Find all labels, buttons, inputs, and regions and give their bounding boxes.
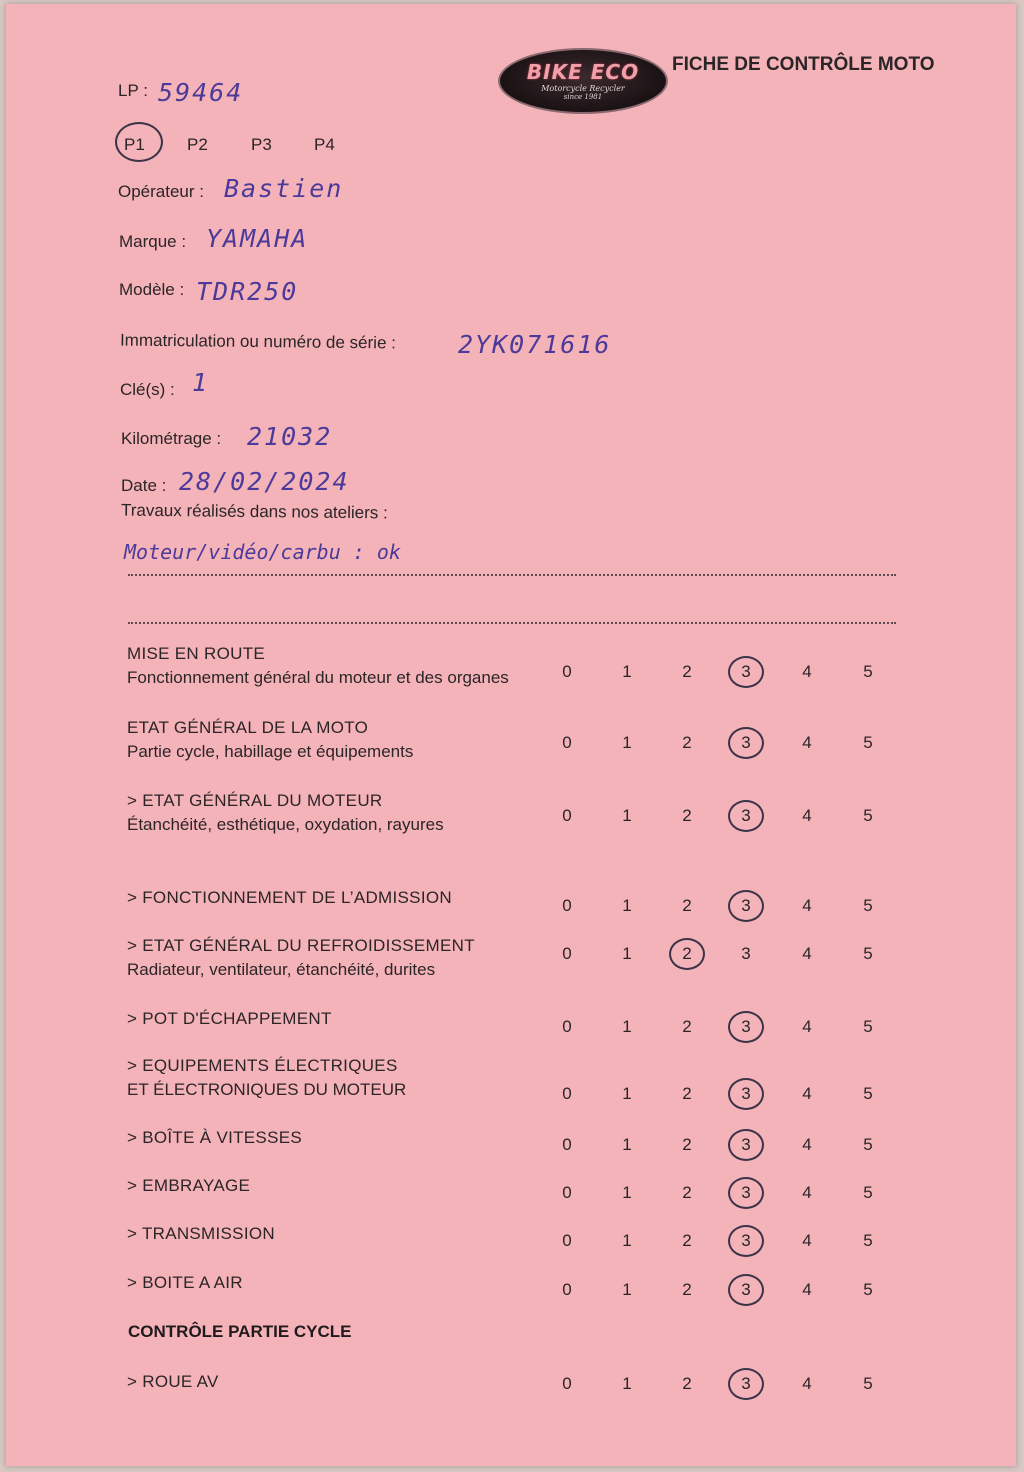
works-line-1 — [128, 574, 896, 576]
logo-since: since 1981 — [563, 93, 603, 101]
score-option: 2 — [682, 1135, 692, 1154]
bike-eco-logo — [498, 48, 668, 114]
operator-label: Opérateur : — [118, 182, 204, 201]
check-title: > TRANSMISSION — [127, 1224, 275, 1243]
score-option: 1 — [622, 1183, 632, 1202]
score-option: 4 — [802, 806, 812, 825]
score-selected-circle — [728, 1177, 764, 1209]
score-option: 4 — [802, 1084, 812, 1103]
score-selected-circle — [728, 727, 764, 759]
score-option: 5 — [863, 1084, 873, 1103]
score-option: 1 — [622, 944, 632, 963]
score-option: 1 — [622, 1374, 632, 1393]
score-option: 2 — [682, 806, 692, 825]
score-option: 0 — [562, 806, 572, 825]
score-selected-circle — [728, 1011, 764, 1043]
brand-label: Marque : — [119, 232, 187, 251]
score-option: 5 — [863, 1183, 873, 1202]
score-option: 3 — [741, 1374, 751, 1393]
section-heading-cycle: CONTRÔLE PARTIE CYCLE — [128, 1322, 352, 1341]
score-option: 2 — [682, 1231, 692, 1250]
score-selected-circle — [728, 1225, 764, 1257]
score-option: 1 — [622, 1231, 632, 1250]
score-option: 3 — [741, 1017, 751, 1036]
lp-label: LP : — [118, 81, 148, 100]
keys-value: 1 — [192, 368, 210, 397]
score-selected-circle — [728, 1368, 764, 1400]
score-selected-circle — [728, 1274, 764, 1306]
score-option: 0 — [562, 944, 572, 963]
check-title: > BOÎTE À VITESSES — [127, 1128, 302, 1147]
works-label: Travaux réalisés dans nos ateliers : — [120, 500, 388, 523]
check-subtitle: Étanchéité, esthétique, oxydation, rayures — [127, 815, 444, 834]
check-title: > ETAT GÉNÉRAL DU MOTEUR — [127, 791, 383, 810]
check-subtitle: Partie cycle, habillage et équipements — [127, 742, 414, 761]
score-option: 1 — [622, 806, 632, 825]
score-selected-circle — [728, 890, 764, 922]
operator-value: Bastien — [224, 174, 344, 203]
score-option: 2 — [682, 944, 692, 963]
score-option: 4 — [802, 1135, 812, 1154]
position-option-p1: P1 — [124, 135, 145, 154]
score-option: 2 — [682, 662, 692, 681]
score-selected-circle — [728, 656, 764, 688]
score-option: 2 — [682, 1374, 692, 1393]
check-title: > EMBRAYAGE — [127, 1176, 251, 1195]
check-subtitle: ET ÉLECTRONIQUES DU MOTEUR — [127, 1080, 407, 1099]
check-subtitle: Radiateur, ventilateur, étanchéité, durites — [127, 960, 436, 979]
inspection-sheet — [6, 4, 1016, 1466]
score-option: 0 — [562, 733, 572, 752]
position-option-p4: P4 — [314, 135, 335, 154]
score-option: 3 — [741, 1231, 751, 1250]
check-title: > EQUIPEMENTS ÉLECTRIQUES — [127, 1056, 398, 1075]
works-value: Moteur/vidéo/carbu : ok — [124, 540, 401, 564]
score-option: 0 — [562, 1135, 572, 1154]
score-option: 5 — [863, 896, 873, 915]
score-option: 5 — [863, 944, 873, 963]
mileage-value: 21032 — [247, 422, 333, 451]
score-option: 2 — [682, 733, 692, 752]
date-value: 28/02/2024 — [179, 467, 350, 496]
score-option: 5 — [863, 1231, 873, 1250]
score-option: 2 — [682, 1183, 692, 1202]
score-option: 0 — [562, 1017, 572, 1036]
check-title: MISE EN ROUTE — [127, 644, 266, 663]
score-option: 5 — [863, 1280, 873, 1299]
check-subtitle: Fonctionnement général du moteur et des organes — [127, 668, 509, 687]
score-option: 2 — [682, 1017, 692, 1036]
lp-value: 59464 — [158, 78, 244, 107]
check-title: > FONCTIONNEMENT DE L’ADMISSION — [127, 888, 452, 907]
model-label: Modèle : — [119, 280, 185, 299]
score-option: 2 — [682, 1084, 692, 1103]
check-title: > BOITE A AIR — [127, 1273, 243, 1292]
check-title: > ETAT GÉNÉRAL DU REFROIDISSEMENT — [127, 936, 475, 955]
score-selected-circle — [728, 800, 764, 832]
score-option: 5 — [863, 1374, 873, 1393]
registration-value: 2YK071616 — [458, 330, 612, 359]
score-option: 0 — [562, 1374, 572, 1393]
date-label: Date : — [121, 476, 167, 495]
score-option: 4 — [802, 1280, 812, 1299]
score-option: 4 — [802, 1183, 812, 1202]
check-title: ETAT GÉNÉRAL DE LA MOTO — [127, 718, 369, 737]
score-option: 1 — [622, 896, 632, 915]
score-option: 3 — [741, 896, 751, 915]
mileage-label: Kilométrage : — [121, 429, 222, 448]
score-option: 1 — [622, 1135, 632, 1154]
score-option: 4 — [802, 1374, 812, 1393]
score-option: 0 — [562, 1183, 572, 1202]
score-option: 4 — [802, 896, 812, 915]
score-option: 3 — [741, 944, 751, 963]
keys-label: Clé(s) : — [120, 380, 175, 399]
score-option: 4 — [802, 1231, 812, 1250]
score-option: 5 — [863, 806, 873, 825]
position-option-p3: P3 — [251, 135, 272, 154]
document-title: FICHE DE CONTRÔLE MOTO — [672, 54, 935, 75]
score-option: 3 — [741, 1084, 751, 1103]
score-option: 0 — [562, 662, 572, 681]
score-option: 0 — [562, 1231, 572, 1250]
model-value: TDR250 — [196, 277, 299, 306]
score-option: 5 — [863, 1135, 873, 1154]
score-option: 1 — [622, 1280, 632, 1299]
score-option: 0 — [562, 896, 572, 915]
score-option: 4 — [802, 1017, 812, 1036]
score-option: 1 — [622, 1017, 632, 1036]
score-option: 3 — [741, 662, 751, 681]
brand-value: YAMAHA — [206, 224, 309, 253]
position-option-p2: P2 — [187, 135, 208, 154]
score-option: 2 — [682, 896, 692, 915]
score-option: 4 — [802, 733, 812, 752]
score-option: 3 — [741, 1183, 751, 1202]
score-option: 4 — [802, 944, 812, 963]
score-option: 5 — [863, 662, 873, 681]
score-option: 3 — [741, 733, 751, 752]
check-title: > ROUE AV — [127, 1372, 219, 1391]
score-option: 3 — [741, 1135, 751, 1154]
score-option: 4 — [802, 662, 812, 681]
score-option: 3 — [741, 1280, 751, 1299]
score-option: 1 — [622, 733, 632, 752]
logo-tagline: Motorcycle Recycler — [541, 84, 625, 93]
score-option: 5 — [863, 733, 873, 752]
registration-label: Immatriculation ou numéro de série : — [119, 330, 397, 353]
score-option: 1 — [622, 662, 632, 681]
score-option: 5 — [863, 1017, 873, 1036]
score-selected-circle — [728, 1129, 764, 1161]
score-option: 0 — [562, 1280, 572, 1299]
score-option: 0 — [562, 1084, 572, 1103]
works-line-2 — [128, 622, 896, 624]
score-selected-circle — [669, 938, 705, 970]
check-title: > POT D'ÉCHAPPEMENT — [127, 1009, 332, 1028]
score-option: 1 — [622, 1084, 632, 1103]
score-option: 3 — [741, 806, 751, 825]
score-option: 2 — [682, 1280, 692, 1299]
score-selected-circle — [728, 1078, 764, 1110]
logo-name: BIKE ECO — [526, 60, 640, 84]
